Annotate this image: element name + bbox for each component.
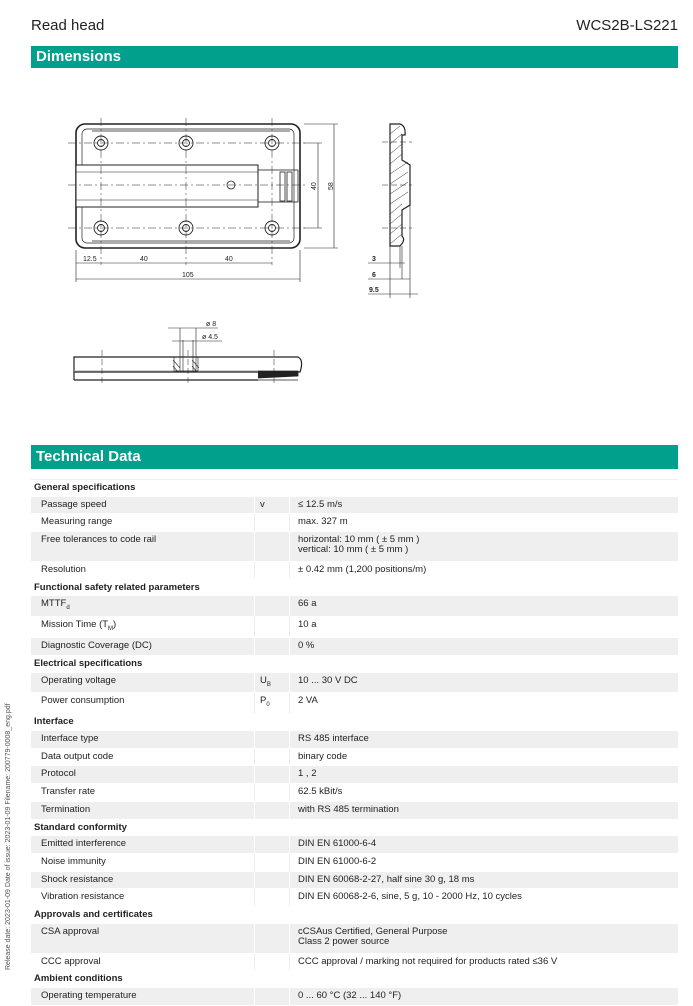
param-name: Operating temperature	[31, 988, 255, 1005]
dim-6: 6	[372, 272, 376, 279]
param-name: $MTTF_d$	[31, 596, 255, 616]
param-value: with RS 485 termination	[290, 801, 679, 819]
dim-105: 105	[182, 272, 194, 279]
table-row	[31, 784, 678, 802]
param-value: 10 a	[290, 617, 679, 638]
dim-58: 58	[328, 182, 335, 190]
param-name: Protocol	[31, 766, 255, 784]
param-name: Transfer rate	[31, 784, 255, 802]
table-row	[31, 889, 678, 907]
table-row	[31, 514, 678, 532]
param-symbol	[255, 801, 290, 819]
param-value: cCSAus Certified, General Purpose Class 2 power source	[290, 924, 679, 954]
table-row	[31, 562, 678, 580]
param-symbol	[255, 924, 290, 954]
param-name: Emitted interference	[31, 836, 255, 853]
param-value: 2 VA	[290, 693, 679, 714]
table-row	[31, 693, 678, 714]
param-symbol: $P_0$	[255, 693, 290, 714]
table-row	[31, 532, 678, 562]
section-header	[31, 971, 678, 988]
param-symbol	[255, 596, 290, 616]
param-name: Power consumption	[31, 693, 255, 714]
section-header	[31, 819, 678, 836]
section-title: Electrical specifications	[31, 655, 678, 672]
param-value: CCC approval / marking not required for products rated ≤36 V	[290, 953, 679, 971]
param-value: DIN EN 61000-6-4	[290, 836, 679, 853]
technical-data-table	[31, 479, 678, 1006]
param-value: horizontal: 10 mm ( ± 5 mm ) vertical: 10 mm ( ± 5 mm )	[290, 532, 679, 562]
param-value: binary code	[290, 748, 679, 766]
dimension-drawing	[0, 0, 693, 440]
dim-12-5: 12.5	[83, 256, 97, 263]
param-value: DIN EN 60068-2-6, sine, 5 g, 10 - 2000 Hz, 10 cycles	[290, 889, 679, 907]
param-value: max. 327 m	[290, 514, 679, 532]
param-value: 66 a	[290, 596, 679, 616]
table-row	[31, 871, 678, 889]
param-name: Noise immunity	[31, 853, 255, 871]
param-symbol	[255, 617, 290, 638]
param-name: Shock resistance	[31, 871, 255, 889]
release-info: Release date: 2023-01-09 Date of issue: 2023-01-09 Filename: 200779-0008_eng.pdf	[5, 703, 12, 970]
dim-40-vertical: 40	[311, 182, 318, 190]
dim-40-right: 40	[225, 256, 233, 263]
table-row	[31, 673, 678, 693]
model-number: WCS2B-LS221	[576, 17, 678, 34]
table-row	[31, 497, 678, 514]
param-symbol	[255, 766, 290, 784]
param-symbol	[255, 853, 290, 871]
section-title: Interface	[31, 714, 678, 731]
param-value: 10 ... 30 V DC	[290, 673, 679, 693]
dim-9-5: 9.5	[369, 287, 379, 294]
param-name: Diagnostic Coverage (DC)	[31, 638, 255, 656]
param-symbol	[255, 871, 290, 889]
table-row	[31, 748, 678, 766]
section-header	[31, 714, 678, 731]
dim-3: 3	[372, 256, 376, 263]
dim-diameter-4-5: ø 4.5	[202, 334, 218, 341]
table-row	[31, 801, 678, 819]
table-row	[31, 853, 678, 871]
param-name: Interface type	[31, 731, 255, 748]
bottom-view	[74, 328, 302, 386]
table-row	[31, 596, 678, 616]
param-symbol	[255, 988, 290, 1005]
param-name: CSA approval	[31, 924, 255, 954]
param-value: 62.5 kBit/s	[290, 784, 679, 802]
param-name: Passage speed	[31, 497, 255, 514]
section-title: Standard conformity	[31, 819, 678, 836]
product-type: Read head	[31, 17, 105, 34]
param-symbol	[255, 562, 290, 580]
param-symbol	[255, 638, 290, 656]
param-symbol	[255, 889, 290, 907]
param-symbol	[255, 731, 290, 748]
param-symbol: $U_B$	[255, 673, 290, 693]
param-symbol	[255, 748, 290, 766]
param-name: CCC approval	[31, 953, 255, 971]
param-value: DIN EN 61000-6-2	[290, 853, 679, 871]
param-value: 0 ... 60 °C (32 ... 140 °F)	[290, 988, 679, 1005]
technical-data-heading: Technical Data	[31, 445, 678, 469]
section-title: Functional safety related parameters	[31, 579, 678, 596]
param-value: ± 0.42 mm (1,200 positions/m)	[290, 562, 679, 580]
section-header	[31, 655, 678, 672]
table-row	[31, 638, 678, 656]
table-row	[31, 836, 678, 853]
table-row	[31, 988, 678, 1005]
param-name: Mission Time $(T_M)$	[31, 617, 255, 638]
param-name: Operating voltage	[31, 673, 255, 693]
rail	[76, 165, 258, 207]
section-title: Approvals and certificates	[31, 906, 678, 923]
dim-40-left: 40	[140, 256, 148, 263]
table-row	[31, 924, 678, 954]
param-name: Data output code	[31, 748, 255, 766]
section-header	[31, 579, 678, 596]
param-name: Measuring range	[31, 514, 255, 532]
param-symbol	[255, 836, 290, 853]
dimensions-heading: Dimensions	[31, 46, 678, 68]
param-symbol	[255, 784, 290, 802]
param-name: Vibration resistance	[31, 889, 255, 907]
param-value: 1 , 2	[290, 766, 679, 784]
table-row	[31, 731, 678, 748]
param-name: Termination	[31, 801, 255, 819]
param-name: Resolution	[31, 562, 255, 580]
param-value: 0 %	[290, 638, 679, 656]
section-header	[31, 480, 678, 497]
table-row	[31, 766, 678, 784]
param-symbol	[255, 532, 290, 562]
param-symbol	[255, 953, 290, 971]
section-title: General specifications	[31, 480, 678, 497]
table-row	[31, 953, 678, 971]
dim-diameter-8: ø 8	[206, 321, 217, 328]
section-header	[31, 906, 678, 923]
param-symbol	[255, 514, 290, 532]
param-value: DIN EN 60068-2-27, half sine 30 g, 18 ms	[290, 871, 679, 889]
section-title: Ambient conditions	[31, 971, 678, 988]
param-symbol: v	[255, 497, 290, 514]
table-row	[31, 617, 678, 638]
param-value: ≤ 12.5 m/s	[290, 497, 679, 514]
param-value: RS 485 interface	[290, 731, 679, 748]
param-name: Free tolerances to code rail	[31, 532, 255, 562]
